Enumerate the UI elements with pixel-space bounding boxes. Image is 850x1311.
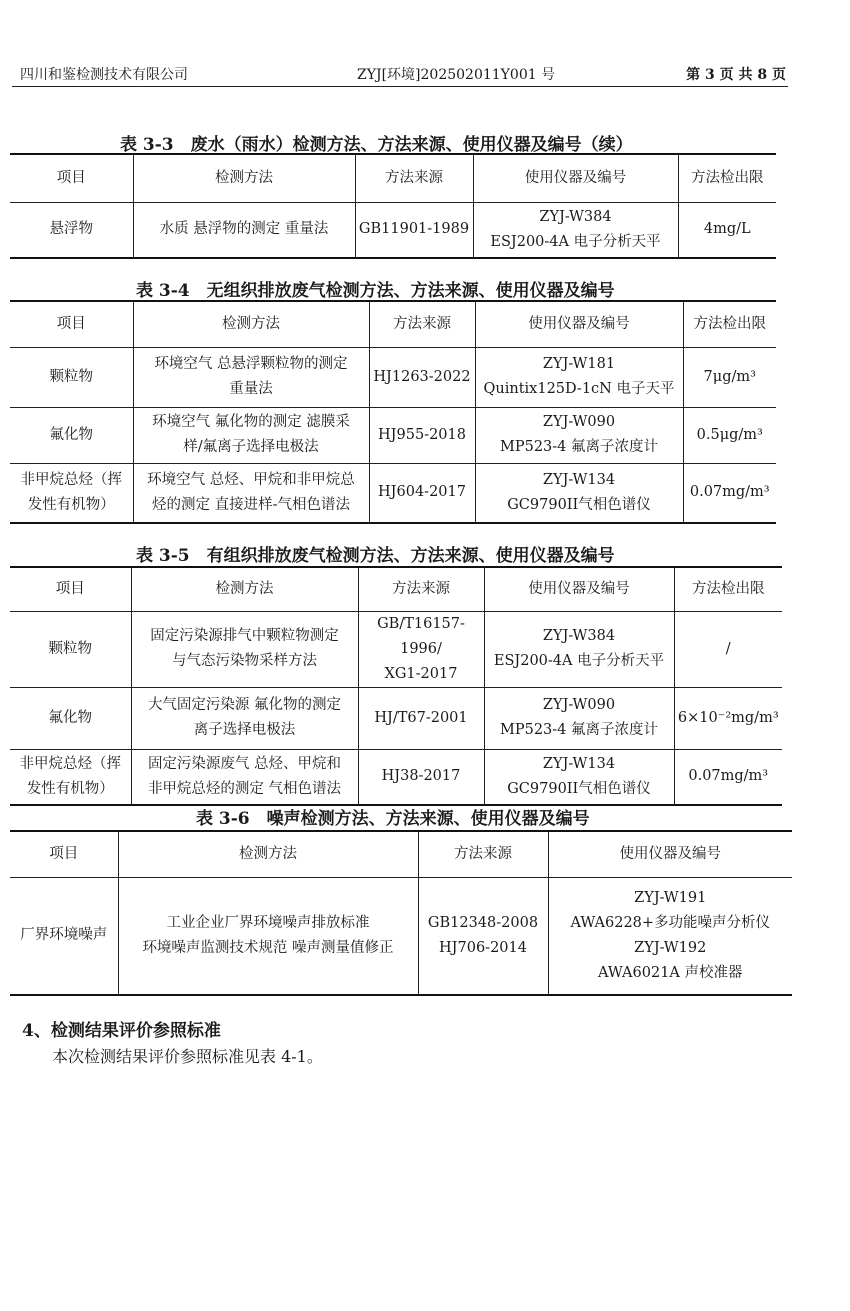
instrument-cell: ZYJ-W090 MP523-4 氟离子浓度计 [484,687,674,749]
source-cell: GB12348-2008 HJ706-2014 [418,877,548,995]
table-row [10,687,782,749]
page-number: 第 3 页 共 8 页 [686,67,786,83]
table-3-3 [10,153,776,259]
instrument-cell: ZYJ-W090 MP523-4 氟离子浓度计 [475,407,683,463]
instrument-cell: ZYJ-W134 GC9790II气相色谱仪 [484,749,674,805]
table-row [10,202,776,258]
col-header-method: 检测方法 [131,567,358,611]
col-header-item: 项目 [10,831,118,877]
col-header-item: 项目 [10,567,131,611]
company-name: 四川和鉴检测技术有限公司 [20,67,188,83]
table-row [10,407,776,463]
table-row [10,749,782,805]
col-header-source: 方法来源 [369,301,475,347]
table-row [10,347,776,407]
col-header-limit: 方法检出限 [678,154,776,202]
table-header-row [10,301,776,347]
source-cell: HJ955-2018 [369,407,475,463]
limit-cell: 0.5μg/m³ [683,407,776,463]
table-3-5-caption: 表 3-5 有组织排放废气检测方法、方法来源、使用仪器及编号 [136,546,615,566]
col-header-limit: 方法检出限 [674,567,782,611]
col-header-limit: 方法检出限 [683,301,776,347]
col-header-instrument: 使用仪器及编号 [475,301,683,347]
col-header-instrument: 使用仪器及编号 [484,567,674,611]
instrument-cell: ZYJ-W134 GC9790II气相色谱仪 [475,463,683,523]
item-cell: 悬浮物 [10,202,133,258]
limit-cell: 4mg/L [678,202,776,258]
col-header-method: 检测方法 [133,301,369,347]
method-cell: 固定污染源排气中颗粒物测定 与气态污染物采样方法 [131,611,358,687]
method-cell: 固定污染源废气 总烃、甲烷和 非甲烷总烃的测定 气相色谱法 [131,749,358,805]
table-3-5 [10,566,782,806]
col-header-item: 项目 [10,154,133,202]
col-header-method: 检测方法 [133,154,355,202]
col-header-item: 项目 [10,301,133,347]
table-header-row [10,831,792,877]
col-header-instrument: 使用仪器及编号 [548,831,792,877]
item-cell: 氟化物 [10,687,131,749]
method-cell: 环境空气 氟化物的测定 滤膜采 样/氟离子选择电极法 [133,407,369,463]
table-row [10,611,782,687]
col-header-source: 方法来源 [418,831,548,877]
method-cell: 环境空气 总烃、甲烷和非甲烷总 烃的测定 直接进样-气相色谱法 [133,463,369,523]
method-cell: 工业企业厂界环境噪声排放标准 环境噪声监测技术规范 噪声测量值修正 [118,877,418,995]
col-header-source: 方法来源 [355,154,473,202]
item-cell: 厂界环境噪声 [10,877,118,995]
table-row [10,463,776,523]
report-number: ZYJ[环境]202502011Y001 号 [357,67,556,83]
instrument-cell: ZYJ-W181 Quintix125D-1cN 电子天平 [475,347,683,407]
item-cell: 氟化物 [10,407,133,463]
table-3-6-caption: 表 3-6 噪声检测方法、方法来源、使用仪器及编号 [196,809,590,829]
instrument-cell: ZYJ-W384 ESJ200-4A 电子分析天平 [473,202,678,258]
source-cell: HJ1263-2022 [369,347,475,407]
instrument-cell: ZYJ-W384 ESJ200-4A 电子分析天平 [484,611,674,687]
method-cell: 环境空气 总悬浮颗粒物的测定 重量法 [133,347,369,407]
limit-cell: / [674,611,782,687]
page-header [12,62,792,84]
table-header-row [10,567,782,611]
section-4-title: 4、检测结果评价参照标准 [22,1021,221,1041]
table-3-6 [10,830,792,996]
table-header-row [10,154,776,202]
section-4-body: 本次检测结果评价参照标准见表 4-1。 [52,1047,323,1066]
limit-cell: 0.07mg/m³ [683,463,776,523]
table-row [10,877,792,995]
table-3-3-caption: 表 3-3 废水（雨水）检测方法、方法来源、使用仪器及编号（续） [120,135,633,155]
method-cell: 水质 悬浮物的测定 重量法 [133,202,355,258]
table-3-4 [10,300,776,524]
limit-cell: 6×10⁻²mg/m³ [674,687,782,749]
source-cell: HJ38-2017 [358,749,484,805]
limit-cell: 7μg/m³ [683,347,776,407]
instrument-cell: ZYJ-W191 AWA6228+多功能噪声分析仪 ZYJ-W192 AWA6021A 声校准器 [548,877,792,995]
col-header-instrument: 使用仪器及编号 [473,154,678,202]
item-cell: 非甲烷总烃（挥 发性有机物） [10,749,131,805]
method-cell: 大气固定污染源 氟化物的测定 离子选择电极法 [131,687,358,749]
source-cell: GB11901-1989 [355,202,473,258]
item-cell: 颗粒物 [10,347,133,407]
item-cell: 颗粒物 [10,611,131,687]
source-cell: HJ/T67-2001 [358,687,484,749]
source-cell: GB/T16157-1996/ XG1-2017 [358,611,484,687]
item-cell: 非甲烷总烃（挥 发性有机物） [10,463,133,523]
col-header-source: 方法来源 [358,567,484,611]
header-rule [12,86,788,87]
limit-cell: 0.07mg/m³ [674,749,782,805]
col-header-method: 检测方法 [118,831,418,877]
table-3-4-caption: 表 3-4 无组织排放废气检测方法、方法来源、使用仪器及编号 [136,281,615,301]
source-cell: HJ604-2017 [369,463,475,523]
